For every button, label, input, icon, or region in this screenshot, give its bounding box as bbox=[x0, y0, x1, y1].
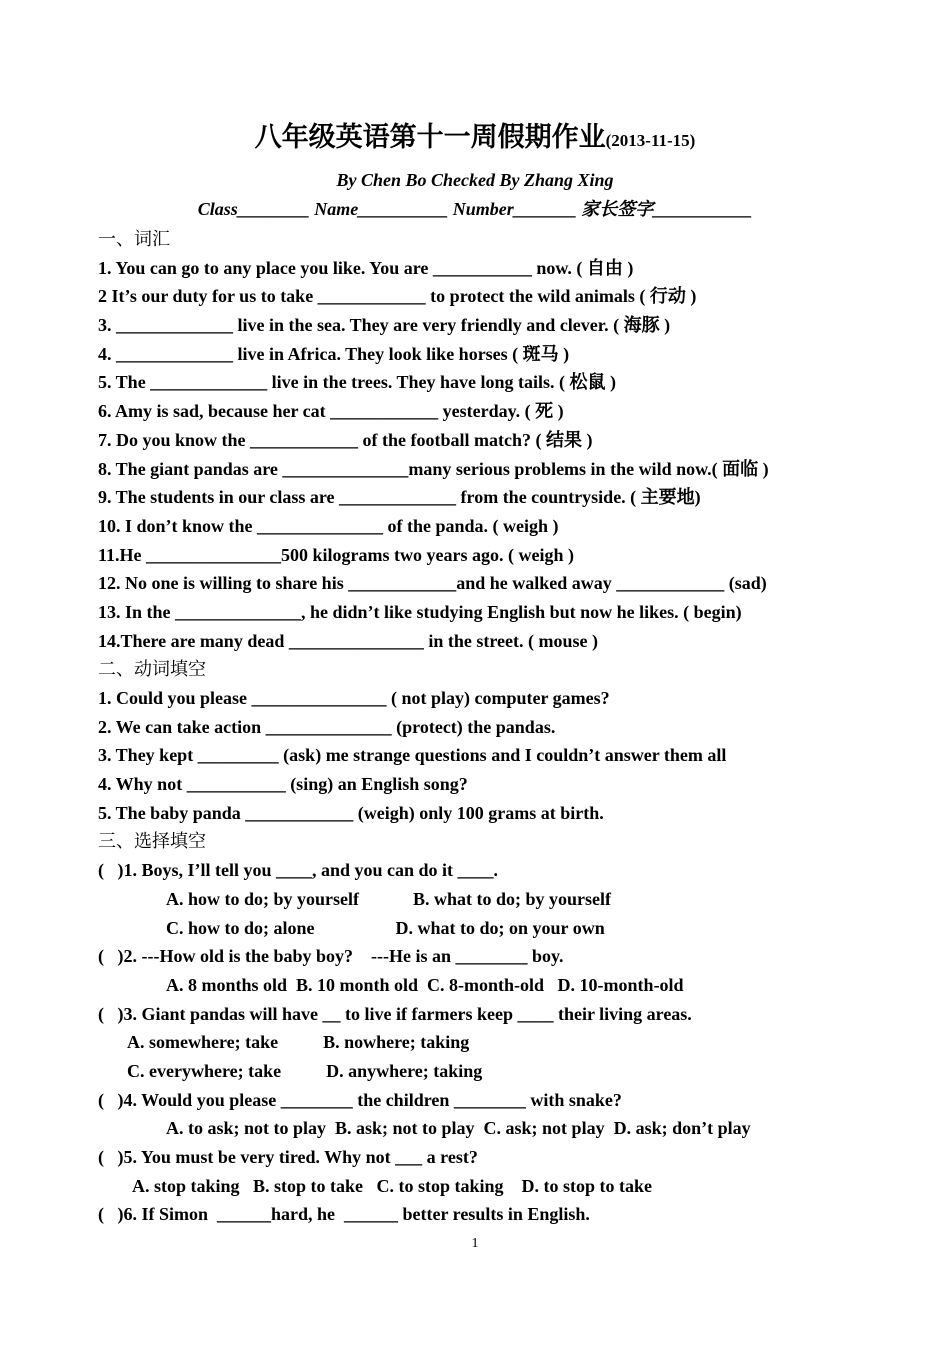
question-line: 5. The baby panda ____________ (weigh) only 100 grams at birth. bbox=[98, 802, 604, 823]
question-line: ( )2. ---How old is the baby boy? ---He is an ________ boy. bbox=[98, 946, 564, 967]
answer-options: A. how to do; by yourself B. what to do; by yourself bbox=[166, 888, 612, 909]
question-line: 8. The giant pandas are ______________many serious problems in the wild now.( 面临 ) bbox=[98, 458, 769, 479]
question-line: 4. _____________ live in Africa. They look like horses ( 斑马 ) bbox=[98, 343, 570, 364]
section-heading: 三、选择填空 bbox=[98, 831, 206, 852]
question-line: 6. Amy is sad, because her cat ____________ yesterday. ( 死 ) bbox=[98, 401, 564, 422]
question-line: 3. _____________ live in the sea. They are very friendly and clever. ( 海豚 ) bbox=[98, 315, 671, 336]
answer-options: A. to ask; not to play B. ask; not to play C. ask; not play D. ask; don’t play bbox=[166, 1118, 751, 1139]
page-title bbox=[0, 118, 950, 160]
section-heading: 一、词汇 bbox=[98, 229, 170, 249]
title-text: 八年级英语第十一周假期作业 bbox=[254, 122, 606, 152]
question-line: 12. No one is willing to share his ____________and he walked away ____________ (sad) bbox=[98, 573, 767, 594]
answer-options: A. stop taking B. stop to take C. to stop taking D. to stop to take bbox=[132, 1175, 653, 1196]
question-line: 7. Do you know the ____________ of the football match? ( 结果 ) bbox=[98, 429, 593, 450]
question-line: 1. You can go to any place you like. You are ___________ now. ( 自由 ) bbox=[98, 257, 634, 278]
answer-options: C. how to do; alone D. what to do; on your own bbox=[166, 917, 605, 938]
question-line: ( )4. Would you please ________ the children ________ with snake? bbox=[98, 1089, 622, 1110]
question-line: ( )3. Giant pandas will have __ to live if farmers keep ____ their living areas. bbox=[98, 1003, 692, 1024]
byline: By Chen Bo Checked By Zhang Xing bbox=[336, 170, 614, 190]
question-line: ( )6. If Simon ______hard, he ______ better results in English. bbox=[98, 1204, 590, 1225]
question-line: 2 It’s our duty for us to take ____________ to protect the wild animals ( 行动 ) bbox=[98, 286, 697, 307]
question-line: 5. The _____________ live in the trees. They have long tails. ( 松鼠 ) bbox=[98, 372, 617, 393]
title-date: (2013-11-15) bbox=[605, 131, 696, 150]
question-line: ( )1. Boys, I’ll tell you ____, and you can do it ____. bbox=[98, 860, 499, 881]
question-line: 11.He _______________500 kilograms two years ago. ( weigh ) bbox=[98, 544, 574, 565]
answer-options: A. 8 months old B. 10 month old C. 8-month-old D. 10-month-old bbox=[166, 974, 684, 995]
answer-options: A. somewhere; take B. nowhere; taking bbox=[127, 1032, 470, 1053]
question-line: 14.There are many dead _______________ in the street. ( mouse ) bbox=[98, 630, 598, 651]
question-line: 1. Could you please _______________ ( not play) computer games? bbox=[98, 688, 610, 708]
question-line: 9. The students in our class are _____________ from the countryside. ( 主要地) bbox=[98, 487, 701, 508]
page-number: 1 bbox=[471, 1236, 479, 1251]
question-line: 13. In the ______________, he didn’t like studying English but now he likes. ( begin) bbox=[98, 601, 742, 622]
question-line: 2. We can take action ______________ (protect) the pandas. bbox=[98, 716, 556, 737]
question-line: 3. They kept _________ (ask) me strange questions and I couldn’t answer them all bbox=[98, 745, 727, 766]
question-line: ( )5. You must be very tired. Why not ___ a rest? bbox=[98, 1147, 478, 1167]
section-heading: 二、动词填空 bbox=[98, 659, 206, 680]
question-line: 10. I don’t know the ______________ of the panda. ( weigh ) bbox=[98, 515, 559, 536]
question-line: 4. Why not ___________ (sing) an English song? bbox=[98, 774, 468, 795]
answer-options: C. everywhere; take D. anywhere; taking bbox=[127, 1060, 483, 1081]
student-info-line: Class________ Name__________ Number_______ 家长签字___________ bbox=[197, 199, 753, 219]
exercise-lines bbox=[98, 225, 938, 1229]
